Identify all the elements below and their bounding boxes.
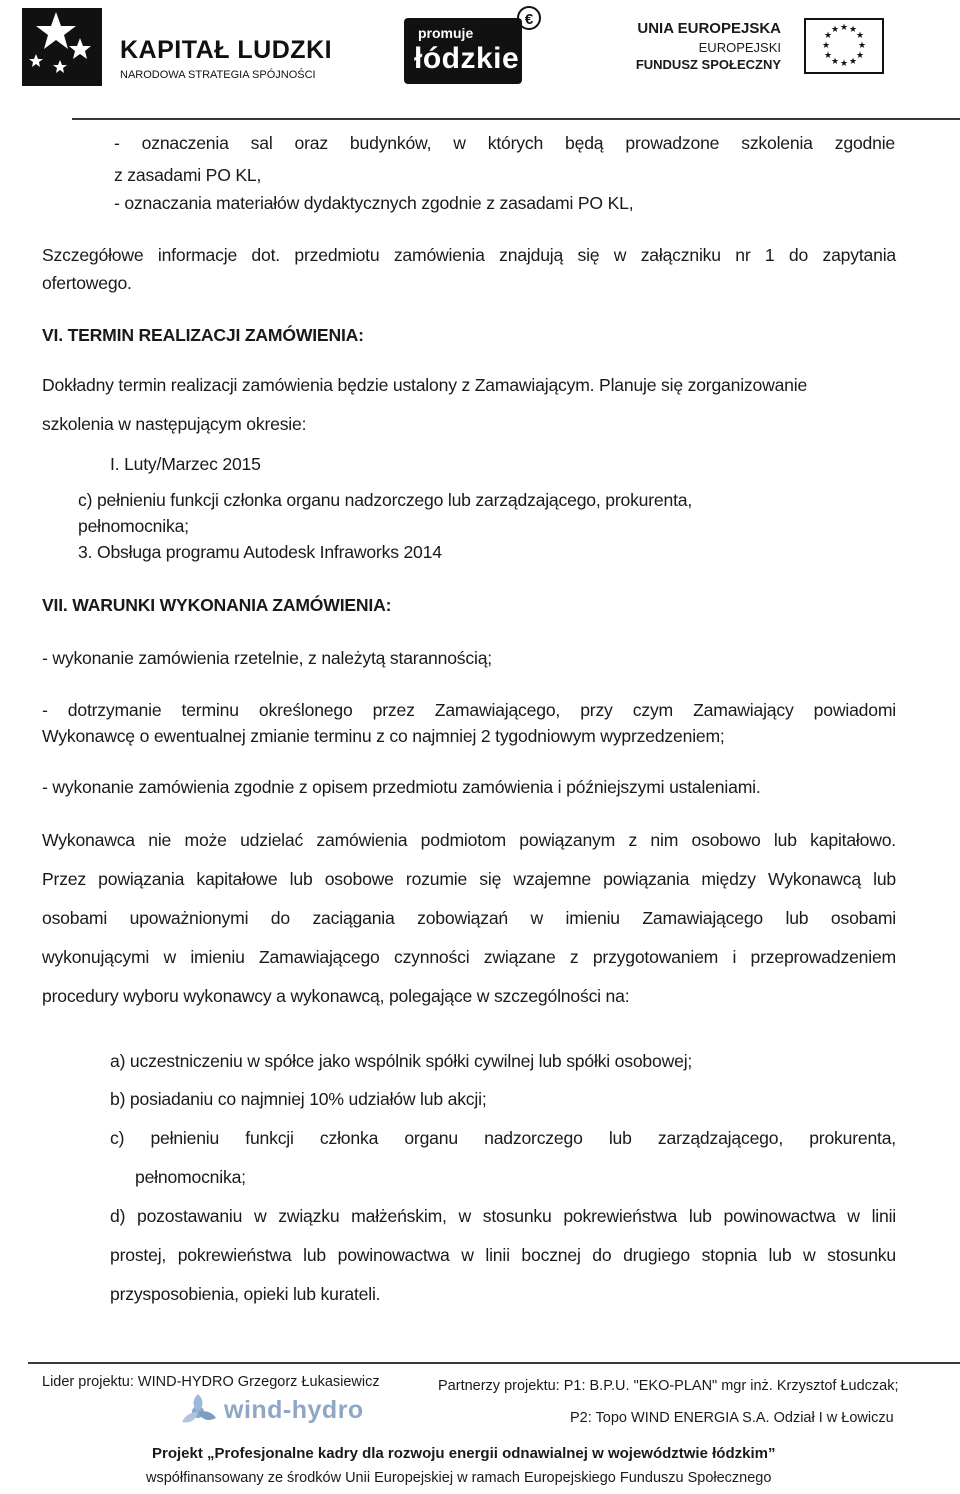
list-item-b: b) posiadaniu co najmniej 10% udziałów lub akcji; (110, 1089, 487, 1109)
wind-hydro-logo (178, 1392, 368, 1432)
svg-text:★: ★ (823, 31, 833, 41)
page-header (0, 0, 960, 110)
lodzkie-logo-small-text: promuje (418, 25, 474, 41)
footer-partners-1: Partnerzy projektu: P1: B.P.U. "EKO-PLAN" mgr inż. Krzysztof Łudczak; (438, 1378, 899, 1394)
body-line: wykonującymi w imieniu Zamawiającego czynności związane z przygotowaniem i przeprowadzeniem (42, 947, 896, 967)
svg-text:★: ★ (830, 25, 840, 35)
ue-subtitle-2: FUNDUSZ SPOŁECZNY (635, 57, 781, 72)
condition-item: - wykonanie zamówienia zgodnie z opisem przedmiotu zamówienia i późniejszymi ustaleniami. (42, 777, 761, 797)
condition-item: - wykonanie zamówienia rzetelnie, z należytą starannością; (42, 648, 492, 668)
list-item-d-cont: prostej, pokrewieństwa lub powinowactwa w linii bocznej do drugiego stopnia lub w stosunku (110, 1245, 896, 1265)
body-line: - oznaczania materiałów dydaktycznych zgodnie z zasadami PO KL, (114, 193, 634, 213)
condition-item: Wykonawcę o ewentualnej zmianie terminu z co najmniej 2 tygodniowym wyprzedzeniem; (42, 726, 725, 746)
eu-flag-icon (804, 18, 884, 74)
footer-partners-2: P2: Topo WIND ENERGIA S.A. Odział I w Łowiczu (570, 1410, 894, 1426)
footer-cofinanced: współfinansowany ze środków Unii Europejskiej w ramach Europejskiego Funduszu Społecznego (146, 1470, 772, 1486)
footer-divider (28, 1362, 960, 1364)
body-line: osobami upoważnionymi do zaciągania zobowiązań w imieniu Zamawiającego lub osobami (42, 908, 896, 928)
body-line: Szczegółowe informacje dot. przedmiotu zamówienia znajdują się w załączniku nr 1 do zapytania (42, 245, 896, 265)
body-line: szkolenia w następującym okresie: (42, 414, 307, 434)
period-line: I. Luty/Marzec 2015 (110, 454, 261, 474)
ue-subtitle-1: EUROPEJSKI (698, 40, 781, 55)
footer-project: Projekt „Profesjonalne kadry dla rozwoju energii odnawialnej w województwie łódzkim” (152, 1445, 776, 1462)
lodzkie-logo-big-text: łódzkie (414, 42, 520, 75)
list-item-d: d) pozostawaniu w związku małżeńskim, w stosunku pokrewieństwa lub powinowactwa w linii (110, 1206, 896, 1226)
condition-item: - dotrzymanie terminu określonego przez Zamawiającego, przy czym Zamawiający powiadomi (42, 700, 896, 720)
header-divider (72, 118, 960, 120)
ue-title: UNIA EUROPEJSKA (637, 20, 781, 37)
body-line: - oznaczenia sal oraz budynków, w których będą prowadzone szkolenia zgodnie (114, 133, 895, 153)
svg-text:★: ★ (857, 41, 867, 51)
svg-text:★: ★ (821, 41, 831, 51)
body-line: Przez powiązania kapitałowe lub osobowe rozumie się wzajemne powiązania między Wykonawcą lub (42, 869, 896, 889)
list-item-c: c) pełnieniu funkcji członka organu nadzorczego lub zarządzającego, prokurenta, (110, 1128, 896, 1148)
kapital-ludzki-logo (22, 8, 333, 86)
body-line: Wykonawca nie może udzielać zamówienia podmiotom powiązanym z nim osobowo lub kapitałowo. (42, 830, 896, 850)
wind-hydro-emblem-icon (178, 1392, 218, 1432)
svg-text:★: ★ (839, 59, 849, 69)
body-line: ofertowego. (42, 273, 132, 293)
course-item: pełnomocnika; (78, 516, 189, 536)
svg-text:★: ★ (839, 23, 849, 33)
kapital-ludzki-title: KAPITAŁ LUDZKI (120, 36, 333, 64)
svg-text:★: ★ (830, 57, 840, 67)
unia-europejska-logo (635, 18, 941, 78)
course-item: 3. Obsługa programu Autodesk Infraworks 2014 (78, 542, 442, 562)
list-item-a: a) uczestniczeniu w spółce jako wspólnik spółki cywilnej lub spółki osobowej; (110, 1051, 693, 1071)
footer-leader: Lider projektu: WIND-HYDRO Grzegorz Łukasiewicz (42, 1374, 380, 1390)
svg-text:★: ★ (848, 25, 858, 35)
list-item-c-cont: pełnomocnika; (135, 1167, 246, 1187)
promuje-lodzkie-logo (404, 6, 544, 86)
kapital-ludzki-emblem-icon (22, 8, 102, 86)
wind-hydro-logo-text: wind-hydro (224, 1396, 364, 1424)
kapital-ludzki-subtitle: NARODOWA STRATEGIA SPÓJNOŚCI (120, 69, 316, 81)
section-heading-vi: VI. TERMIN REALIZACJI ZAMÓWIENIA: (42, 325, 364, 345)
svg-text:★: ★ (855, 31, 865, 41)
euro-icon: € (517, 6, 541, 30)
body-line: Dokładny termin realizacji zamówienia będzie ustalony z Zamawiającym. Planuje się zorganizowanie (42, 375, 808, 395)
svg-text:★: ★ (823, 51, 833, 61)
course-item: c) pełnieniu funkcji członka organu nadzorczego lub zarządzającego, prokurenta, (78, 490, 693, 510)
svg-text:★: ★ (848, 57, 858, 67)
section-heading-vii: VII. WARUNKI WYKONANIA ZAMÓWIENIA: (42, 595, 392, 615)
body-line: z zasadami PO KL, (114, 165, 262, 185)
body-line: procedury wyboru wykonawcy a wykonawcą, polegające w szczególności na: (42, 986, 630, 1006)
list-item-d-cont: przysposobienia, opieki lub kurateli. (110, 1284, 381, 1304)
svg-text:★: ★ (855, 51, 865, 61)
